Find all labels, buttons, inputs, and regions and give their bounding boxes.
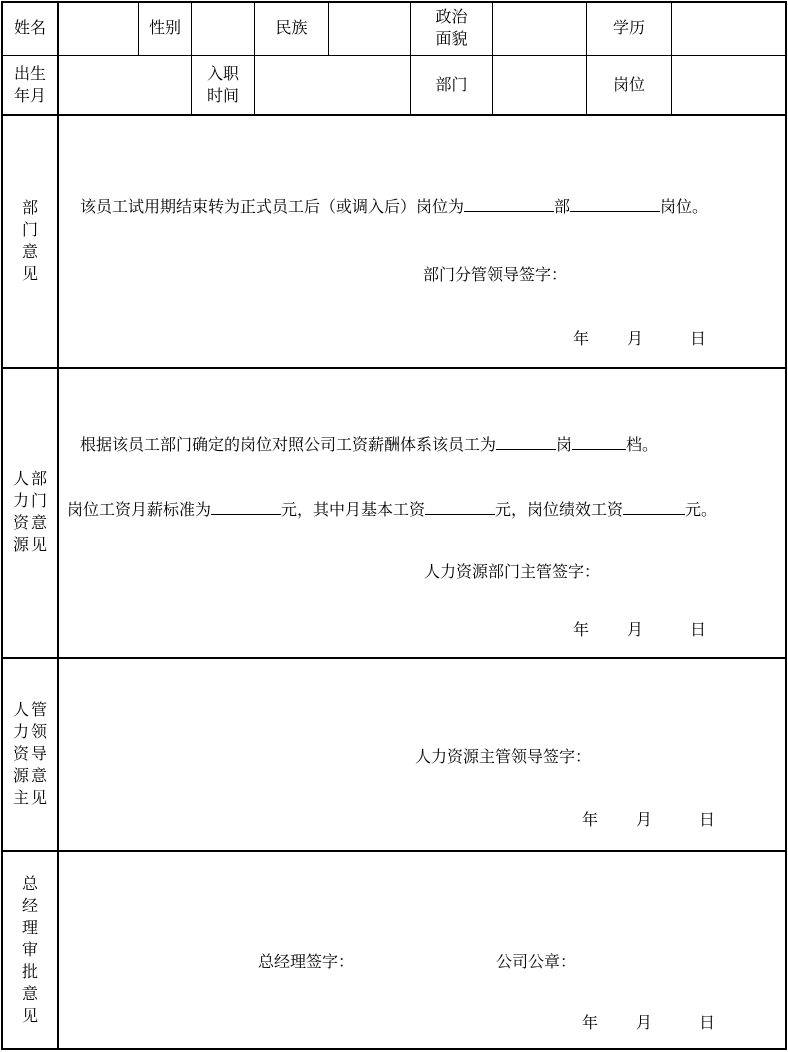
ethnicity-label: 民族 (275, 18, 308, 37)
gm-month: 月 (636, 1013, 653, 1032)
company-seal-label: 公司公章： (496, 952, 577, 971)
birth-field[interactable] (59, 56, 191, 114)
gm-approval-label: 总 经 理 审 批 意 见 (21, 874, 38, 1025)
hr-year: 年 (573, 620, 590, 639)
table-row-line-2 (1, 114, 787, 116)
department-label: 部门 (435, 75, 468, 94)
gm-day: 日 (699, 1013, 716, 1032)
hr-lead-label-col2: 管 领 导 意 见 (30, 700, 47, 807)
table-row-line-4 (1, 657, 787, 659)
name-label: 姓名 (13, 18, 46, 37)
table-row-line-3 (1, 367, 787, 369)
gm-signature-label: 总经理签字： (258, 952, 355, 971)
hr-base-salary-blank[interactable] (425, 497, 495, 515)
education-field[interactable] (672, 3, 785, 55)
birth-label: 出生 年月 (13, 64, 46, 105)
education-label: 学历 (612, 18, 645, 37)
name-field[interactable] (59, 3, 138, 55)
political-label: 政治 面貌 (435, 7, 468, 48)
position-field[interactable] (672, 56, 785, 114)
dept-day: 日 (690, 329, 707, 348)
hr-day: 日 (690, 620, 707, 639)
dept-opinion-label: 部 门 意 见 (21, 198, 38, 283)
hr-post-blank[interactable] (496, 432, 556, 450)
hr-lead-year: 年 (582, 810, 599, 829)
department-field[interactable] (493, 56, 586, 114)
hr-performance-blank[interactable] (623, 497, 685, 515)
dept-year: 年 (573, 329, 590, 348)
hr-grade-blank[interactable] (572, 432, 626, 450)
dept-statement: 该员工试用期结束转为正式员工后（或调入后）岗位为 部 岗位。 (80, 194, 708, 218)
dept-position-blank-2[interactable] (570, 194, 660, 212)
gm-year: 年 (582, 1013, 599, 1032)
hr-salary-statement: 岗位工资月薪标准为 元，其中月基本工资 元，岗位绩效工资 元。 (67, 497, 717, 521)
hr-signature-label: 人力资源部门主管签字： (424, 562, 601, 581)
dept-position-blank[interactable] (464, 194, 554, 212)
hire-date-label: 入职 时间 (206, 64, 239, 105)
dept-month: 月 (627, 329, 644, 348)
table-border-right (785, 1, 787, 1050)
label-column-line (57, 1, 59, 1050)
table-row-line-5 (1, 850, 787, 852)
dept-signature-label: 部门分管领导签字： (423, 265, 568, 284)
hr-opinion-label-col2: 部 门 意 见 (30, 469, 47, 554)
hr-opinion-label-col1: 人 力 资 源 (12, 469, 29, 554)
hire-date-field[interactable] (255, 56, 410, 114)
hr-lead-label-col1: 人 力 资 源 主 (12, 700, 29, 807)
hr-monthly-salary-blank[interactable] (211, 497, 281, 515)
hr-month: 月 (627, 620, 644, 639)
hr-lead-day: 日 (699, 810, 716, 829)
ethnicity-field[interactable] (329, 3, 410, 55)
table-border-bottom (1, 1048, 787, 1050)
hr-lead-signature-label: 人力资源主管领导签字： (415, 747, 592, 766)
political-field[interactable] (493, 3, 586, 55)
gender-field[interactable] (192, 3, 254, 55)
position-label: 岗位 (612, 75, 645, 94)
hr-grade-statement: 根据该员工部门确定的岗位对照公司工资薪酬体系该员工为 岗 档。 (80, 432, 658, 456)
gender-label: 性别 (148, 18, 181, 37)
hr-lead-month: 月 (636, 810, 653, 829)
